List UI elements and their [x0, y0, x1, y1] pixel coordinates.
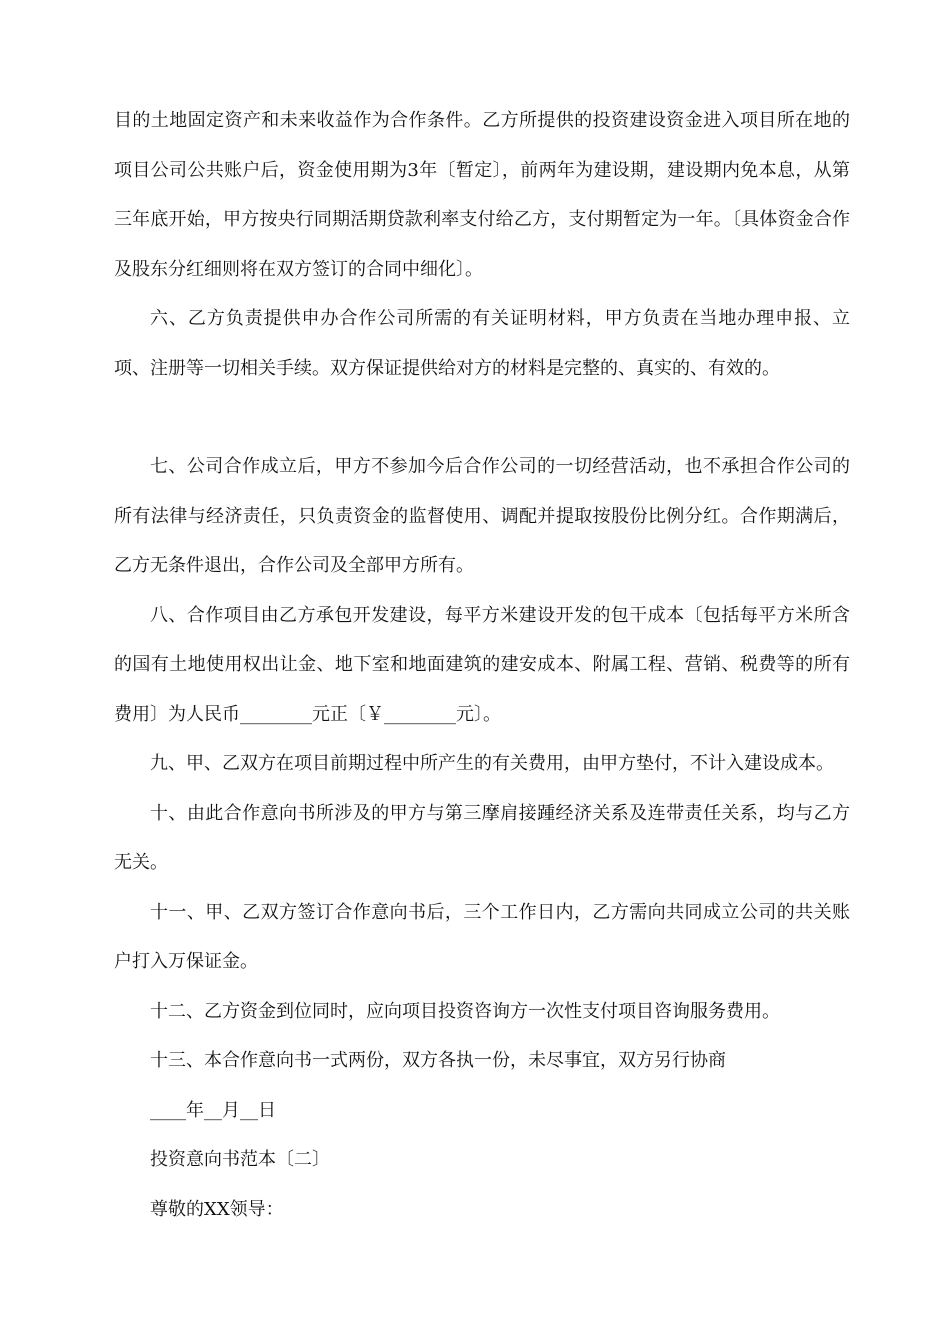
document-body [114, 96, 850, 1234]
paragraph-8: 八、合作项目由乙方承包开发建设，每平方米建设开发的包干成本〔包括每平方米所含的国有土地使用权出让金、地下室和地面建筑的建安成本、附属工程、营销、税费等的所有费用〕为人民币________元正〔￥________元〕。 [114, 604, 850, 725]
section-title: 投资意向书范本〔二〕 [150, 1149, 330, 1170]
blank-line [114, 393, 850, 442]
paragraph-12: 十二、乙方资金到位同时，应向项目投资咨询方一次性支付项目咨询服务费用。 [150, 1000, 780, 1022]
date-line: ____年__月__日 [150, 1099, 276, 1121]
paragraph-5-continuation: 目的土地固定资产和未来收益作为合作条件。乙方所提供的投资建设资金进入项目所在地的项目公司公共账户后，资金使用期为3年〔暂定〕，前两年为建设期，建设期内免本息，从第三年底开始，甲方按央行同期活期贷款利率支付给乙方，支付期暂定为一年。〔具体资金合作及股东分红细则将在双方签订的合同中细化〕。 [114, 110, 850, 280]
paragraph-7: 七、公司合作成立后，甲方不参加今后合作公司的一切经营活动，也不承担合作公司的所有法律与经济责任，只负责资金的监督使用、调配并提取按股份比例分红。合作期满后，乙方无条件退出，合作公司及全部甲方所有。 [114, 456, 850, 576]
paragraph-10: 十、由此合作意向书所涉及的甲方与第三摩肩接踵经济关系及连带责任关系，均与乙方无关。 [114, 802, 850, 873]
paragraph-11: 十一、甲、乙双方签订合作意向书后，三个工作日内，乙方需向共同成立公司的共关账户打入万保证金。 [114, 901, 850, 972]
paragraph-6: 六、乙方负责提供申办合作公司所需的有关证明材料，甲方负责在当地办理申报、立项、注册等一切相关手续。双方保证提供给对方的材料是完整的、真实的、有效的。 [114, 308, 850, 379]
paragraph-9: 九、甲、乙双方在项目前期过程中所产生的有关费用，由甲方垫付，不计入建设成本。 [150, 753, 834, 774]
paragraph-13: 十三、本合作意向书一式两份，双方各执一份，未尽事宜，双方另行协商 [150, 1050, 726, 1071]
salutation: 尊敬的XX领导： [150, 1198, 284, 1220]
